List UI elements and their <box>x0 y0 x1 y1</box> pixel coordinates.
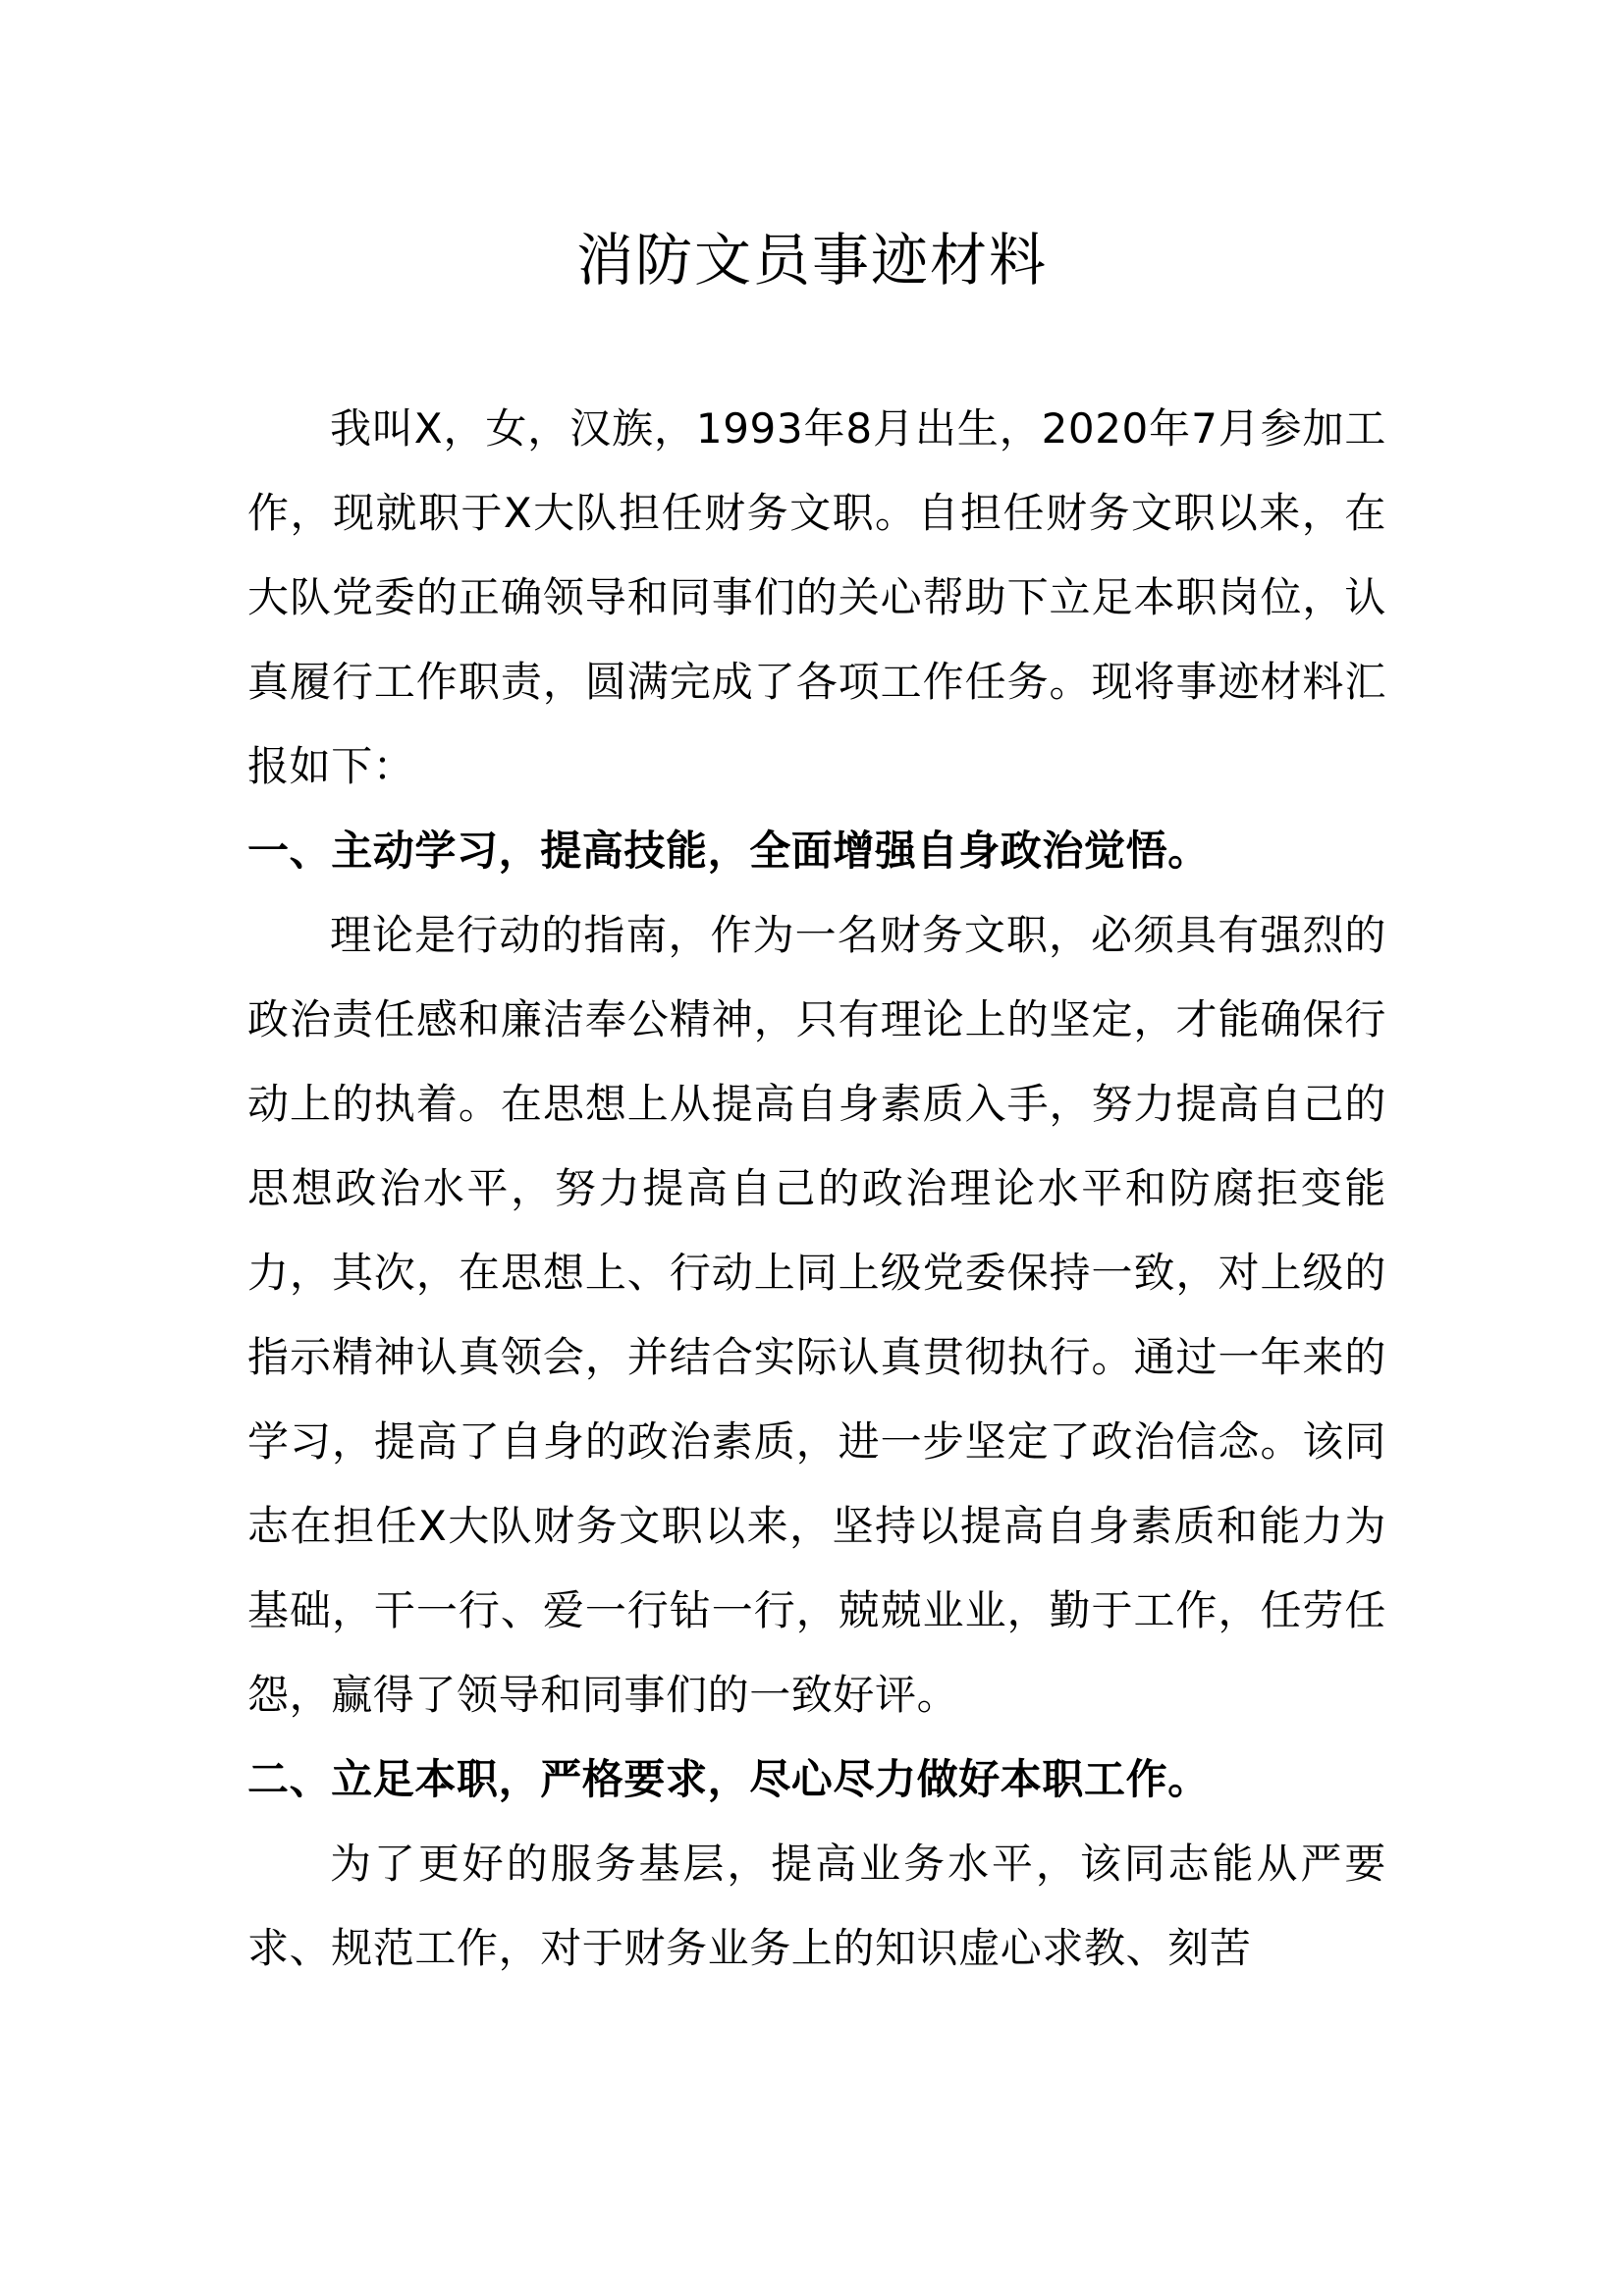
section-heading-1: 一、主动学习，提高技能，全面增强自身政治觉悟。 <box>247 827 1210 875</box>
section-2-paragraph: 为了更好的服务基层，提高业务水平，该同志能从严要求、规范工作，对于财务业务上的知识虚心求教、刻苦 <box>247 1840 1386 1972</box>
intro-paragraph: 我叫X，女，汉族，1993年8月出生，2020年7月参加工作，现就职于X大队担任财务文职。自担任财务文职以来，在大队党委的正确领导和同事们的关心帮助下立足本职岗位，认真履行工作职责，圆满完成了各项工作任务。现将事迹材料汇报如下： <box>247 404 1386 790</box>
document-body <box>247 387 1386 1991</box>
document-title: 消防文员事迹材料 <box>575 227 1048 294</box>
section-heading-2: 二、立足本职，严格要求，尽心尽力做好本职工作。 <box>247 1755 1210 1803</box>
section-1-paragraph: 理论是行动的指南，作为一名财务文职，必须具有强烈的政治责任感和廉洁奉公精神，只有理论上的坚定，才能确保行动上的执着。在思想上从提高自身素质入手，努力提高自己的思想政治水平，努力提高自己的政治理论水平和防腐拒变能力，其次，在思想上、行动上同上级党委保持一致，对上级的指示精神认真领会，并结合实际认真贯彻执行。通过一年来的学习，提高了自身的政治素质，进一步坚定了政治信念。该同志在担任X大队财务文职以来，坚持以提高自身素质和能力为基础，干一行、爱一行钻一行，兢兢业业，勤于工作，任劳任怨，赢得了领导和同事们的一致好评。 <box>247 911 1386 1719</box>
